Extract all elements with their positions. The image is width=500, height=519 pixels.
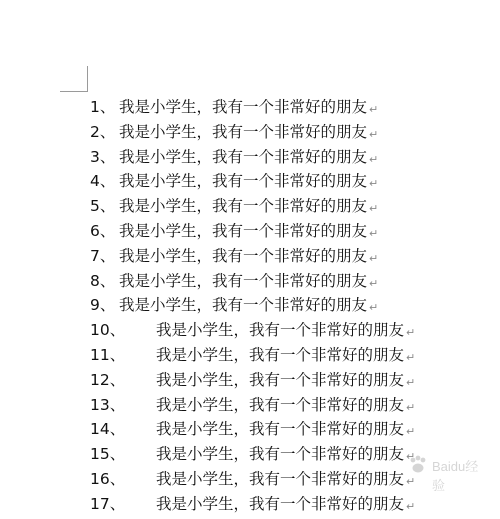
paragraph-mark-icon: ↵: [406, 400, 416, 414]
list-item-number: 15、: [90, 445, 126, 464]
list-item-number: 7、: [90, 246, 116, 265]
paragraph-mark-icon: ↵: [369, 152, 379, 166]
list-item-text-content: 我是小学生，我有一个非常好的朋友: [119, 221, 368, 240]
list-item: [0, 318, 500, 343]
list-item-text[interactable]: [119, 293, 378, 320]
paragraph-mark-icon: ↵: [369, 127, 379, 141]
paragraph-mark-icon: ↵: [369, 103, 379, 116]
list-item: [0, 244, 500, 269]
list-item-text[interactable]: [156, 368, 415, 395]
list-item-number: 4、: [90, 172, 116, 191]
list-item-text[interactable]: [156, 492, 415, 519]
paragraph-mark-icon: ↵: [369, 276, 379, 290]
list-item-text[interactable]: [119, 169, 378, 196]
list-item: [0, 219, 500, 244]
list-item-text-content: 我是小学生，我有一个非常好的朋友: [156, 370, 405, 389]
list-item-text-content: 我是小学生，我有一个非常好的朋友: [156, 469, 405, 488]
list-item-text[interactable]: [119, 95, 378, 122]
list-item-number: 6、: [90, 221, 116, 240]
list-item-text[interactable]: [119, 120, 378, 147]
baidu-watermark: [406, 450, 486, 493]
list-item-text[interactable]: [119, 269, 378, 296]
watermark-text: Baidu经验: [432, 459, 479, 493]
list-item-number: 10、: [90, 321, 126, 340]
list-item: [0, 120, 500, 145]
paragraph-mark-icon: ↵: [369, 202, 379, 216]
list-item-text[interactable]: [156, 393, 415, 420]
paragraph-mark-icon: ↵: [406, 450, 416, 464]
list-item-number: 9、: [90, 296, 116, 315]
list-item-text[interactable]: [119, 244, 378, 271]
list-item: [0, 145, 500, 170]
list-item-text-content: 我是小学生，我有一个非常好的朋友: [119, 246, 368, 265]
list-item-text-content: 我是小学生，我有一个非常好的朋友: [156, 494, 405, 513]
list-item-text-content: 我是小学生，我有一个非常好的朋友: [119, 147, 368, 166]
paragraph-mark-icon: ↵: [406, 474, 416, 488]
list-item-text-content: 我是小学生，我有一个非常好的朋友: [156, 345, 405, 364]
paragraph-mark-icon: ↵: [369, 177, 379, 191]
list-item: [0, 293, 500, 318]
list-item-text[interactable]: [119, 219, 378, 246]
list-item-text-content: 我是小学生，我有一个非常好的朋友: [119, 172, 368, 191]
paragraph-mark-icon: ↵: [369, 301, 379, 315]
list-item-text[interactable]: [156, 318, 415, 345]
list-item-text[interactable]: [156, 467, 415, 494]
paragraph-mark-icon: ↵: [406, 499, 416, 513]
list-item-text[interactable]: [156, 442, 415, 469]
list-item: [0, 492, 500, 517]
list-item-text-content: 我是小学生，我有一个非常好的朋友: [119, 271, 368, 290]
list-item-number: 8、: [90, 271, 116, 290]
list-item-number: 1、: [90, 98, 116, 116]
list-item-text-content: 我是小学生，我有一个非常好的朋友: [156, 321, 405, 340]
list-item-number: 3、: [90, 147, 116, 166]
list-item-text[interactable]: [156, 417, 415, 444]
list-item-number: 16、: [90, 469, 126, 488]
list-item: [0, 95, 500, 120]
list-item-number: 14、: [90, 420, 126, 439]
list-item-number: 11、: [90, 345, 126, 364]
paragraph-mark-icon: ↵: [406, 425, 416, 439]
list-item: [0, 194, 500, 219]
list-item-text[interactable]: [119, 145, 378, 172]
list-item-text-content: 我是小学生，我有一个非常好的朋友: [156, 420, 405, 439]
list-item: [0, 343, 500, 368]
paragraph-mark-icon: ↵: [406, 326, 416, 340]
list-item-text-content: 我是小学生，我有一个非常好的朋友: [156, 445, 405, 464]
margin-corner-vertical: [87, 66, 88, 92]
margin-corner-horizontal: [60, 91, 88, 92]
baidu-paw-icon: [406, 453, 430, 477]
list-item-number: 17、: [90, 494, 126, 513]
list-item: [0, 269, 500, 294]
paragraph-mark-icon: ↵: [406, 375, 416, 389]
list-item-text-content: 我是小学生，我有一个非常好的朋友: [119, 296, 368, 315]
list-item-text-content: 我是小学生，我有一个非常好的朋友: [119, 197, 368, 216]
list-item-number: 13、: [90, 395, 126, 414]
list-item-number: 5、: [90, 197, 116, 216]
list-item: [0, 417, 500, 442]
list-item-number: 2、: [90, 122, 116, 141]
list-item-text-content: 我是小学生，我有一个非常好的朋友: [119, 122, 368, 141]
margin-corner-mark: [60, 66, 88, 92]
paragraph-mark-icon: ↵: [406, 350, 416, 364]
list-item-text-content: 我是小学生，我有一个非常好的朋友: [119, 98, 368, 116]
paragraph-mark-icon: ↵: [369, 251, 379, 265]
list-item-number: 12、: [90, 370, 126, 389]
list-item: [0, 169, 500, 194]
list-item-text[interactable]: [156, 343, 415, 370]
list-item-text[interactable]: [119, 194, 378, 221]
paragraph-mark-icon: ↵: [369, 226, 379, 240]
list-item: [0, 368, 500, 393]
list-item-text-content: 我是小学生，我有一个非常好的朋友: [156, 395, 405, 414]
list-item: [0, 393, 500, 418]
